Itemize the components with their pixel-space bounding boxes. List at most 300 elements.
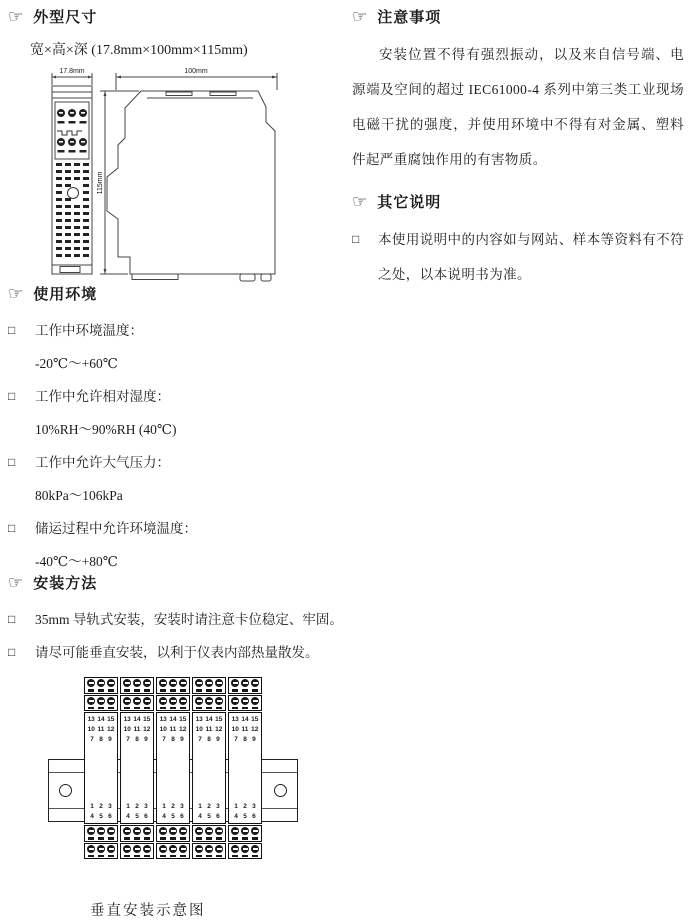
terminal-number: 10 [159, 726, 167, 733]
screw-terminal-icon [205, 697, 213, 705]
env-value: 80kPa～106kPa [35, 488, 123, 503]
screw-terminal-icon [97, 827, 105, 835]
wire-slot-icon [216, 707, 222, 710]
terminal-block [84, 695, 118, 712]
screw-terminal-icon [195, 679, 203, 687]
terminal-number: 7 [234, 736, 238, 743]
terminal-number: 8 [135, 736, 139, 743]
screw-terminal-icon [133, 697, 141, 705]
diagram-caption: 垂直安装示意图 [90, 903, 206, 919]
wire-slot-icon [196, 707, 202, 710]
wire-slot-icon [108, 855, 114, 858]
wire-slot-icon [252, 837, 258, 840]
wire-slot-icon [98, 689, 104, 692]
terminal-number: 10 [195, 726, 203, 733]
env-label: 工作中允许相对湿度： [35, 389, 170, 404]
terminal-block [192, 695, 226, 712]
screw-terminal-icon [231, 679, 239, 687]
wire-slot-icon [88, 689, 94, 692]
terminal-number: 14 [97, 716, 105, 723]
terminal-number: 2 [171, 803, 175, 810]
terminal-number: 1 [198, 803, 202, 810]
screw-terminal-icon [251, 827, 259, 835]
terminal-number: 14 [133, 716, 141, 723]
wire-slot-icon [196, 689, 202, 692]
screw-row [194, 697, 224, 705]
section-title: 其它说明 [377, 194, 442, 211]
terminal-number: 3 [252, 803, 256, 810]
section-environment-header [8, 283, 346, 304]
screw-terminal-icon [215, 697, 223, 705]
terminal-number: 8 [99, 736, 103, 743]
terminal-number-row [193, 715, 225, 725]
pointing-hand-icon: ☞ [352, 192, 368, 211]
screw-row [122, 845, 152, 853]
terminal-number: 2 [99, 803, 103, 810]
wire-slot-icon [88, 855, 94, 858]
terminal-number: 12 [107, 726, 115, 733]
env-value: -40℃～+80℃ [35, 554, 118, 569]
wire-slot-icon [232, 837, 238, 840]
isolator-module [192, 677, 226, 860]
top-terminal-numbers [121, 715, 153, 745]
terminal-number: 9 [144, 736, 148, 743]
terminal-block [120, 695, 154, 712]
terminal-block [120, 825, 154, 842]
bottom-terminal-numbers [157, 802, 189, 822]
mounting-hole [274, 784, 287, 797]
terminal-block [192, 825, 226, 842]
screw-terminal-icon [251, 845, 259, 853]
wire-slot-icon [88, 707, 94, 710]
slot-row [86, 835, 116, 840]
screw-terminal-icon [143, 679, 151, 687]
screw-terminal-icon [133, 827, 141, 835]
env-item-pressure [8, 446, 346, 512]
screw-terminal-icon [97, 845, 105, 853]
top-terminal-numbers [85, 715, 117, 745]
terminal-number: 12 [143, 726, 151, 733]
square-bullet-icon: □ [352, 232, 360, 246]
slot-row [122, 687, 152, 692]
slot-row [86, 705, 116, 710]
section-other-header [352, 191, 684, 212]
slot-row [230, 705, 260, 710]
terminal-number: 11 [133, 726, 141, 733]
isolator-module [84, 677, 118, 860]
terminal-number: 11 [97, 726, 105, 733]
screw-row [86, 845, 116, 853]
screw-terminal-icon [205, 827, 213, 835]
module-body [84, 712, 118, 824]
wire-slot-icon [206, 855, 212, 858]
screw-row [194, 845, 224, 853]
screw-terminal-icon [87, 679, 95, 687]
wire-slot-icon [160, 837, 166, 840]
side-profile [107, 91, 275, 274]
terminal-number-row [85, 735, 117, 745]
wire-slot-icon [180, 689, 186, 692]
slot-row [86, 687, 116, 692]
terminal-number: 8 [243, 736, 247, 743]
terminal-block [192, 677, 226, 694]
section-title: 注意事项 [377, 9, 442, 26]
screw-terminal-icon [215, 679, 223, 687]
terminal-number: 4 [198, 813, 202, 820]
terminal-number: 1 [162, 803, 166, 810]
terminal-number: 3 [216, 803, 220, 810]
notes-paragraph: 安装位置不得有强烈振动，以及来自信号端、电源端及空间的超过 IEC61000-4 系列中第三类工业现场电磁干扰的强度，并使用环境中不得有对金属、塑料件起严重腐蚀作用的有害物质。 [352, 47, 684, 167]
terminal-number-row [157, 802, 189, 812]
terminal-number-row [157, 725, 189, 735]
screw-terminal-icon [241, 827, 249, 835]
wire-slot-icon [144, 689, 150, 692]
wire-slot-icon [98, 707, 104, 710]
screw-terminal-icon [97, 697, 105, 705]
terminal-block [192, 843, 226, 860]
terminal-number: 7 [126, 736, 130, 743]
screw-terminal-icon [179, 845, 187, 853]
bottom-terminal-numbers [85, 802, 117, 822]
slot-row [158, 705, 188, 710]
screw-terminal-icon [195, 827, 203, 835]
env-item-temperature [8, 314, 346, 380]
terminal-block [228, 677, 262, 694]
screw-terminal-icon [123, 845, 131, 853]
terminal-number: 9 [108, 736, 112, 743]
wire-slot-icon [180, 707, 186, 710]
screw-row [122, 679, 152, 687]
terminal-number: 4 [162, 813, 166, 820]
section-title: 安装方法 [33, 575, 98, 592]
install-item-rail [8, 603, 346, 636]
terminal-number: 12 [179, 726, 187, 733]
wire-slot-icon [124, 855, 130, 858]
screw-terminal-icon [169, 697, 177, 705]
terminal-number: 11 [241, 726, 249, 733]
env-item-storage-temp [8, 512, 346, 578]
section-dimensions [8, 6, 346, 283]
wire-slot-icon [144, 855, 150, 858]
wire-slot-icon [180, 837, 186, 840]
screw-row [86, 697, 116, 705]
screw-row [230, 679, 260, 687]
terminal-number-row [121, 812, 153, 822]
wire-slot-icon [232, 855, 238, 858]
terminal-number: 14 [241, 716, 249, 723]
install-item-vertical [8, 636, 346, 669]
screw-terminal-icon [97, 679, 105, 687]
terminal-number: 13 [195, 716, 203, 723]
terminal-number-row [229, 725, 261, 735]
terminal-number-row [193, 735, 225, 745]
pointing-hand-icon: ☞ [8, 7, 24, 26]
screw-row [230, 697, 260, 705]
terminal-number: 5 [135, 813, 139, 820]
install-text: 请尽可能垂直安装，以利于仪表内部热量散发。 [35, 645, 319, 660]
terminal-number: 2 [243, 803, 247, 810]
screw-terminal-icon [195, 845, 203, 853]
screw-terminal-icon [241, 697, 249, 705]
slot-row [86, 853, 116, 858]
terminal-number: 12 [251, 726, 259, 733]
terminal-block [84, 843, 118, 860]
module-body [192, 712, 226, 824]
terminal-block [156, 677, 190, 694]
screw-row [86, 827, 116, 835]
pointing-hand-icon: ☞ [352, 7, 368, 26]
slot-row [230, 853, 260, 858]
terminal-number: 13 [87, 716, 95, 723]
wire-slot-icon [124, 689, 130, 692]
screw-terminal-icon [143, 697, 151, 705]
terminal-block [120, 677, 154, 694]
screw-terminal-icon [231, 697, 239, 705]
screw-terminal-icon [179, 697, 187, 705]
square-bullet-icon: □ [8, 521, 16, 535]
pointing-hand-icon: ☞ [8, 284, 24, 303]
wire-slot-icon [124, 707, 130, 710]
wire-slot-icon [160, 707, 166, 710]
bottom-terminal-numbers [193, 802, 225, 822]
terminal-number: 4 [90, 813, 94, 820]
terminal-number-row [85, 802, 117, 812]
screw-terminal-icon [143, 827, 151, 835]
square-bullet-icon: □ [8, 612, 16, 626]
terminal-number: 10 [231, 726, 239, 733]
terminal-number-row [229, 812, 261, 822]
wire-slot-icon [88, 837, 94, 840]
slot-row [230, 687, 260, 692]
screw-terminal-icon [241, 679, 249, 687]
depth-dim-label: 100mm [184, 68, 208, 75]
terminal-number-row [121, 802, 153, 812]
screw-terminal-icon [195, 697, 203, 705]
terminal-number: 6 [180, 813, 184, 820]
wire-slot-icon [216, 855, 222, 858]
screw-terminal-icon [169, 845, 177, 853]
slot-row [122, 705, 152, 710]
terminal-number-row [157, 715, 189, 725]
terminal-number-row [85, 812, 117, 822]
terminal-number: 7 [90, 736, 94, 743]
screw-terminal-icon [159, 697, 167, 705]
terminal-number: 2 [207, 803, 211, 810]
wire-slot-icon [252, 707, 258, 710]
screw-terminal-icon [107, 827, 115, 835]
screw-terminal-icon [231, 827, 239, 835]
terminal-number-row [229, 715, 261, 725]
terminal-number-row [121, 735, 153, 745]
slot-row [194, 853, 224, 858]
wire-slot-icon [232, 707, 238, 710]
module-body [156, 712, 190, 824]
wire-slot-icon [170, 707, 176, 710]
screw-terminal-icon [107, 845, 115, 853]
square-bullet-icon: □ [8, 323, 16, 337]
wire-slot-icon [170, 689, 176, 692]
env-label: 储运过程中允许环境温度： [35, 521, 197, 536]
terminal-number: 5 [207, 813, 211, 820]
terminal-number: 14 [169, 716, 177, 723]
terminal-number-row [193, 812, 225, 822]
terminal-number: 15 [251, 716, 259, 723]
slot-row [122, 853, 152, 858]
terminal-number: 13 [123, 716, 131, 723]
wire-slot-icon [216, 689, 222, 692]
screw-row [122, 827, 152, 835]
wire-slot-icon [98, 837, 104, 840]
terminal-number-row [85, 725, 117, 735]
top-terminal-numbers [193, 715, 225, 745]
wire-slot-icon [252, 689, 258, 692]
screw-terminal-icon [87, 697, 95, 705]
wire-slot-icon [134, 837, 140, 840]
terminal-number: 6 [108, 813, 112, 820]
screw-terminal-icon [107, 697, 115, 705]
terminal-number-row [229, 802, 261, 812]
terminal-block [84, 825, 118, 842]
screw-row [122, 697, 152, 705]
terminal-block [156, 825, 190, 842]
screw-terminal-icon [123, 679, 131, 687]
wire-slot-icon [108, 837, 114, 840]
bottom-terminal-numbers [229, 802, 261, 822]
section-installation [8, 572, 346, 920]
wire-slot-icon [134, 707, 140, 710]
terminal-number: 15 [143, 716, 151, 723]
wire-slot-icon [216, 837, 222, 840]
wire-slot-icon [144, 707, 150, 710]
wire-slot-icon [196, 837, 202, 840]
screw-row [158, 679, 188, 687]
wire-slot-icon [242, 707, 248, 710]
square-bullet-icon: □ [8, 645, 16, 659]
terminal-number: 7 [198, 736, 202, 743]
wire-slot-icon [206, 837, 212, 840]
wire-slot-icon [134, 855, 140, 858]
terminal-number: 1 [126, 803, 130, 810]
terminal-number-row [121, 715, 153, 725]
section-other [352, 191, 684, 292]
wire-slot-icon [206, 689, 212, 692]
terminal-number: 11 [169, 726, 177, 733]
terminal-number: 3 [144, 803, 148, 810]
width-dim-label: 17.8mm [59, 68, 85, 75]
screw-terminal-icon [205, 845, 213, 853]
terminal-number: 5 [243, 813, 247, 820]
isolator-module [120, 677, 154, 860]
top-terminal-numbers [157, 715, 189, 745]
terminal-number-row [193, 802, 225, 812]
wire-slot-icon [196, 855, 202, 858]
screw-terminal-icon [215, 845, 223, 853]
screw-row [230, 827, 260, 835]
screw-row [194, 679, 224, 687]
terminal-number: 3 [108, 803, 112, 810]
terminal-number-row [157, 735, 189, 745]
terminal-block [84, 677, 118, 694]
terminal-number: 9 [180, 736, 184, 743]
module-body [120, 712, 154, 824]
terminal-number: 9 [216, 736, 220, 743]
terminal-number: 4 [234, 813, 238, 820]
other-note-text: 本使用说明中的内容如与网站、样本等资料有不符之处，以本说明书为准。 [378, 232, 684, 282]
terminal-number: 1 [234, 803, 238, 810]
modules-area [83, 677, 263, 860]
env-value: -20℃～+60℃ [35, 356, 118, 371]
wire-slot-icon [170, 855, 176, 858]
slot-row [230, 835, 260, 840]
wire-slot-icon [108, 707, 114, 710]
screw-terminal-icon [87, 845, 95, 853]
section-notes [352, 6, 684, 177]
screw-row [86, 679, 116, 687]
wire-slot-icon [252, 855, 258, 858]
screw-terminal-icon [179, 827, 187, 835]
terminal-number-row [85, 715, 117, 725]
terminal-number-row [193, 725, 225, 735]
right-column [352, 6, 684, 292]
wire-slot-icon [144, 837, 150, 840]
screw-terminal-icon [133, 679, 141, 687]
dimensions-text: 宽×高×深 (17.8mm×100mm×115mm) [30, 43, 248, 58]
env-value: 10%RH～90%RH (40℃) [35, 422, 177, 437]
terminal-number: 1 [90, 803, 94, 810]
install-text: 35mm 导轨式安装，安装时请注意卡位稳定、牢固。 [35, 612, 343, 627]
top-terminal-numbers [229, 715, 261, 745]
terminal-block [228, 825, 262, 842]
screw-row [230, 845, 260, 853]
screw-terminal-icon [169, 679, 177, 687]
terminal-number: 8 [207, 736, 211, 743]
square-bullet-icon: □ [8, 455, 16, 469]
terminal-number: 10 [123, 726, 131, 733]
vertical-install-diagram [48, 677, 298, 889]
terminal-number: 6 [216, 813, 220, 820]
section-title: 使用环境 [33, 286, 98, 303]
wire-slot-icon [160, 855, 166, 858]
section-dimensions-header [8, 6, 346, 27]
terminal-number: 5 [171, 813, 175, 820]
wire-slot-icon [160, 689, 166, 692]
terminal-number: 10 [87, 726, 95, 733]
screw-terminal-icon [159, 827, 167, 835]
slot-row [194, 835, 224, 840]
square-bullet-icon: □ [8, 389, 16, 403]
wire-slot-icon [206, 707, 212, 710]
terminal-block [156, 695, 190, 712]
terminal-number-row [157, 812, 189, 822]
wire-slot-icon [134, 689, 140, 692]
screw-row [158, 827, 188, 835]
screw-terminal-icon [251, 679, 259, 687]
bottom-terminal-numbers [121, 802, 153, 822]
env-item-humidity [8, 380, 346, 446]
screw-row [194, 827, 224, 835]
slot-row [158, 835, 188, 840]
screw-terminal-icon [251, 697, 259, 705]
screw-row [158, 845, 188, 853]
other-note-item [352, 222, 684, 292]
terminal-number: 7 [162, 736, 166, 743]
screw-terminal-icon [231, 845, 239, 853]
terminal-block [120, 843, 154, 860]
screw-terminal-icon [123, 827, 131, 835]
screw-terminal-icon [107, 679, 115, 687]
terminal-number: 4 [126, 813, 130, 820]
screw-terminal-icon [169, 827, 177, 835]
